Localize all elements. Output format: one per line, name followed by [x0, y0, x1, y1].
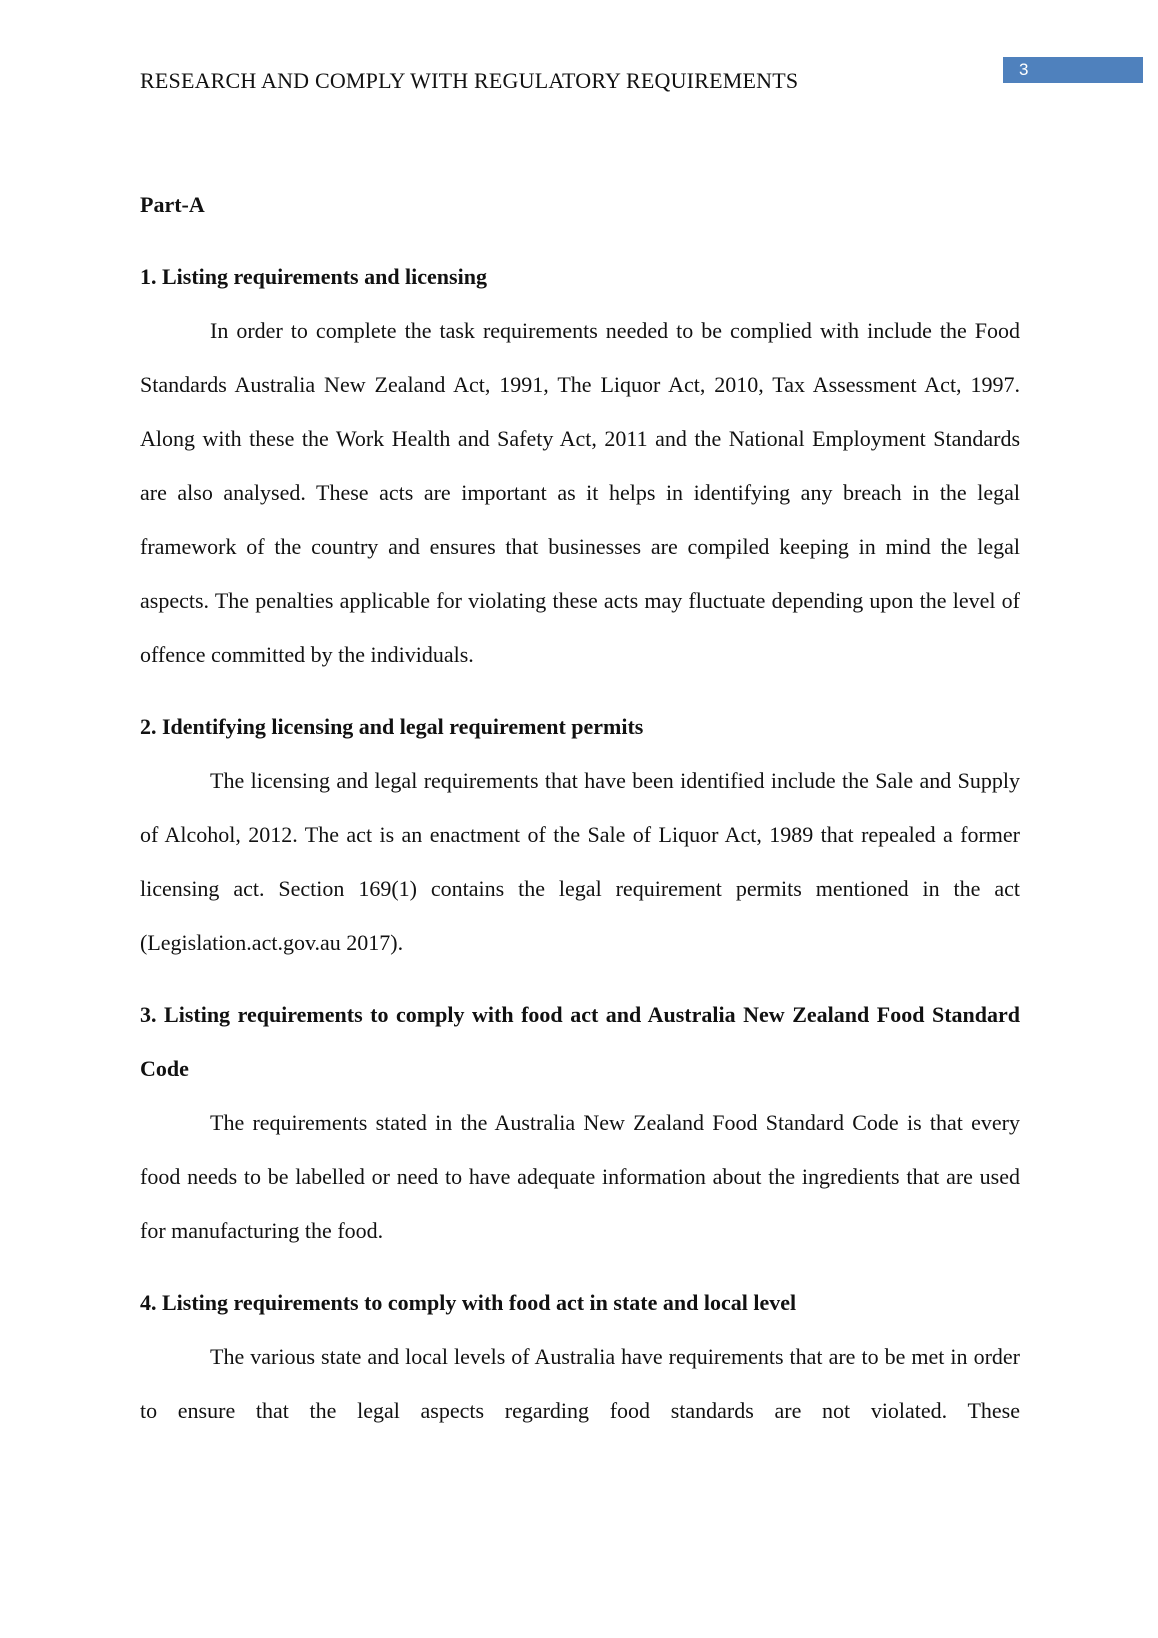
page-number-badge: 3: [1003, 57, 1143, 83]
section-1: [140, 250, 1020, 682]
section-heading: 1. Listing requirements and licensing: [140, 264, 487, 289]
section-heading: 2. Identifying licensing and legal requirement permits: [140, 714, 644, 739]
section-paragraph: The licensing and legal requirements that have been identified include the Sale and Supply of Alcohol, 2012. The act is an enactment of the Sale of Liquor Act, 1989 that repealed a former licensing act. Section 169(1) contains the legal requirement permits mentioned in the act (Legislation.act.gov.au 2017).: [140, 768, 1020, 955]
section-4: [140, 1276, 1020, 1438]
section-3: [140, 988, 1020, 1258]
running-header-title: RESEARCH AND COMPLY WITH REGULATORY REQUIREMENTS: [140, 68, 799, 93]
section-paragraph: The requirements stated in the Australia New Zealand Food Standard Code is that every food needs to be labelled or need to have adequate information about the ingredients that are used for manufacturing the food.: [140, 1110, 1020, 1243]
section-2: [140, 700, 1020, 970]
section-paragraph: The various state and local levels of Australia have requirements that are to be met in order to ensure that the legal aspects regarding food standards are not violated. These: [140, 1344, 1020, 1423]
part-title: Part-A: [140, 192, 205, 217]
section-heading: 4. Listing requirements to comply with food act in state and local level: [140, 1290, 797, 1315]
section-heading: 3. Listing requirements to comply with food act and Australia New Zealand Food Standard Code: [140, 1002, 1020, 1081]
section-paragraph: In order to complete the task requirements needed to be complied with include the Food Standards Australia New Zealand Act, 1991, The Liquor Act, 2010, Tax Assessment Act, 1997. Along with these the Work Health and Safety Act, 2011 and the National Employment Standards are also analysed. These acts are important as it helps in identifying any breach in the legal framework of the country and ensures that businesses are compiled keeping in mind the legal aspects. The penalties applicable for violating these acts may fluctuate depending upon the level of offence committed by the individuals.: [140, 318, 1020, 667]
document-body: [140, 178, 1020, 1456]
